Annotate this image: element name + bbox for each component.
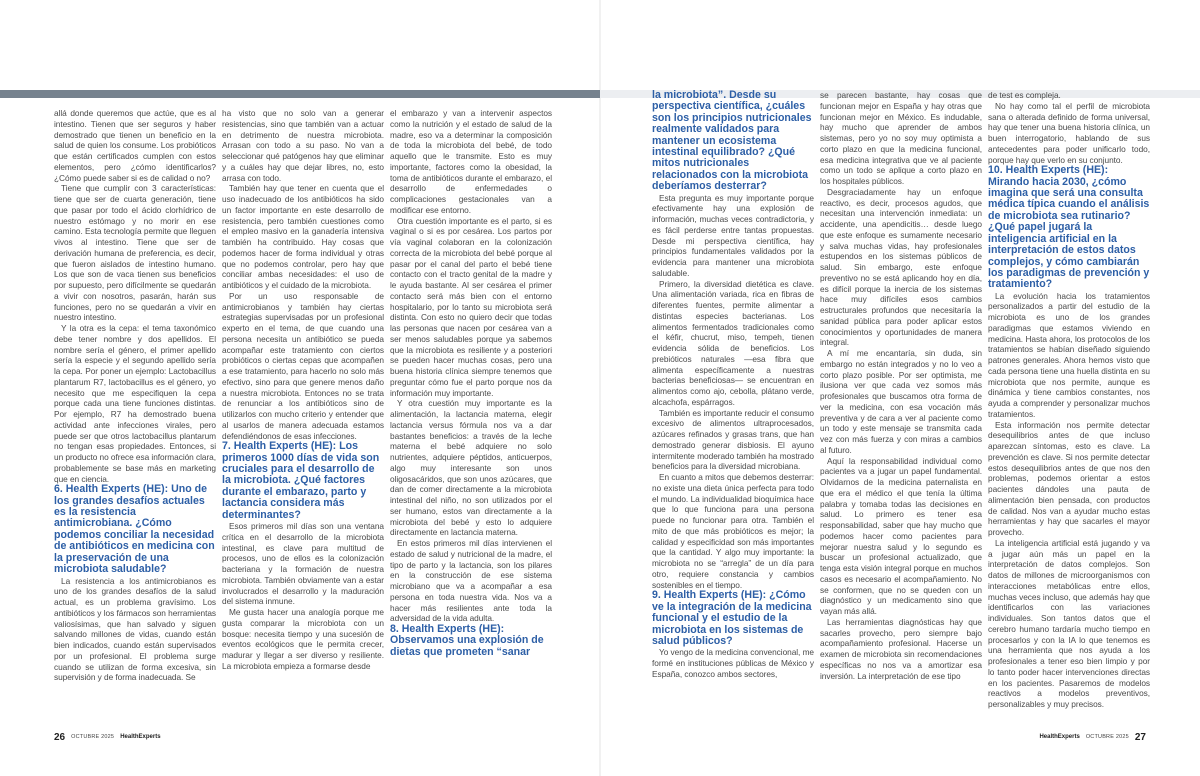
question-heading: 8. Health Experts (HE): Observamos una explosión de dietas que prometen “sanar: [390, 623, 544, 658]
body-paragraph: La evolución hacia los tratamientos personalizados a partir del estudio de la microbiota es uno de los grandes paradigmas que estamos viviendo en medicina. Hasta ahora, los protocolos de los tratamientos se habían diseñado siguiendo patrones generales. Ahora hemos visto que cada persona tiene una huella distinta en su microbiota que nos permite, aunque es dinámica y tiene cambios constantes, nos ayuda a comprender y personalizar muchos tratamientos.: [988, 290, 1150, 419]
body-paragraph: Otra cuestión importante es el parto, si es vaginal o si es por cesárea. Los partos por vía vaginal colaboran en la colonización correcta de la microbiota del bebé porque al pasar por el canal del parto el bebé tiene contacto con el tracto genital de la madre y le ayuda bastante. Al ser cesárea el primer contacto será más bien con el entorno hospitalario, por lo tanto su microbiota será distinta. Con esto no quiero decir que todas las personas que nacen por cesárea van a ser menos saludables porque ya sabemos que la microbiota es resiliente y a posteriori se pueden hacer muchas cosas, pero una buena historia clínica siempre tenemos que preguntar cómo fue el parto porque nos da información muy importante.: [390, 215, 552, 398]
right-page-folio: [1039, 730, 1146, 744]
body-paragraph: Y la otra es la cepa: el tema taxonómico debe tener nombre y dos apellidos. El nombre sería el género, el primer apellido sería la especie y el segundo apellido sería la cepa. Por poner un ejemplo: Lactobacillus plantarum R7, lactobacillus es el género, yo necesito que me especifiquen la cepa porque cada una tiene funciones distintas. Por ejemplo, R7 ha demostrado buena actividad ante infecciones virales, pero puede ser que otros lactobacillus plantarum no tengan esas propiedades. Entonces, si un producto no ofrece esa información clara, probablemente se base más en marketing que en ciencia.: [54, 323, 216, 484]
body-paragraph: de test es compleja.: [988, 90, 1061, 100]
issue-date: OCTUBRE 2025: [1085, 734, 1129, 740]
question-heading: 6. Health Experts (HE): Uno de los grandes desafíos actuales es la resistencia antimicrobiana. ¿Cómo podemos conciliar la necesidad de antibióticos en medicina con la preservación de una microbiota saludable?: [54, 483, 215, 576]
body-paragraph: Primero, la diversidad dietética es clave. Una alimentación variada, rica en fibras de diferentes fuentes, permite alimentar a distintas especies bacterianas. Los alimentos fermentados tradicionales como el kéfir, chucrut, miso, tempeh, tienen evidencia sólida de beneficios. Los prebióticos naturales —esa fibra que alimenta específicamente a nuestras bacterias beneficiosas— se encuentran en alimentos como ajo, cebolla, plátano verde, alcachofa, espárragos.: [652, 278, 814, 407]
left-page-column-3: [390, 108, 552, 658]
question-heading: 7. Health Experts (HE): Los primeros 1000 días de vida son cruciales para el desarrollo de la microbiota. ¿Qué factores durante el embarazo, parto y lactancia considera más determinantes?: [222, 440, 380, 521]
right-page-column-2: [820, 90, 982, 681]
magazine-brand: HealthExperts: [120, 734, 161, 740]
left-page-column-1: [54, 108, 216, 683]
body-paragraph: Esos primeros mil días son una ventana crítica en el desarrollo de la microbiota intestinal, es clave para multitud de procesos, uno de ellos es la colonización bacteriana y la formación de nuestra microbiota. También obviamente van a estar involucrados el desarrollo y la maduración del sistema inmune.: [222, 521, 384, 607]
body-paragraph: Desgraciadamente hay un enfoque reactivo, es decir, procesos agudos, que necesitan una intervención inmediata: un accidente, una apendicitis… desde luego que este enfoque es sumamente necesario y salva muchas vidas, hay profesionales estupendos en los sistemas públicos de salud. Sin embargo, este enfoque preventivo no se está aplicando hoy en día, es difícil porque la inercia de los sistemas hace muy difíciles esos cambios estructurales profundos que necesitaría la sanidad pública para poder aplicar estos conocimientos y oportunidades de manera integral.: [820, 186, 982, 348]
question-heading: 9. Health Experts (HE): ¿Cómo ve la integración de la medicina funcional y el estudio de la microbiota en los sistemas de salud públicos?: [652, 589, 812, 648]
left-page-folio: [54, 730, 161, 744]
body-paragraph: Esta pregunta es muy importante porque efectivamente hay una explosión de información, muchas veces contradictoria, y es fácil perderse entre tantas propuestas. Desde mi perspectiva científica, hay principios fundamentales validados por la evidencia para mantener una microbiota saludable.: [652, 192, 814, 278]
body-paragraph: También hay que tener en cuenta que el uso inadecuado de los antibióticos ha sido un factor importante en este desarrollo de resistencia, pero también cuestiones como el empleo masivo en la ganadería intensiva también ha contribuido. Hay cosas que podemos hacer de forma individual y otras que no podemos controlar, pero hay que conciliar ambas necesidades: el uso de antibióticos y el cuidado de la microbiota.: [222, 183, 384, 290]
body-paragraph: allá donde queremos que actúe, que es al intestino. Tienen que ser seguros y haber demostrado que tienen un beneficio en la salud de quien los consume. Los probióticos que están certificados cumplen con estos elementos, pero ¿cómo identificarlos? ¿Cómo puede saber si es de calidad o no?: [54, 108, 216, 183]
issue-date: OCTUBRE 2025: [71, 734, 115, 740]
body-paragraph: Las herramientas diagnósticas hay que sacarles provecho, pero siempre bajo acompañamiento profesional. Hacerse un examen de microbiota sin recomendaciones específicas no nos va a amortizar esa inversión. La interpretación de ese tipo: [820, 616, 982, 681]
header-bar-left: [0, 90, 600, 98]
body-paragraph: Me gusta hacer una analogía porque me gusta comparar la microbiota con un bosque: necesita tiempo y una sucesión de eventos ecológicos que le permita crecer, madurar y llegar a ser diverso y resiliente. La microbiota empieza a formarse desde: [222, 607, 384, 671]
body-paragraph: En cuanto a mitos que debemos desterrar: no existe una dieta única perfecta para todo el mundo. La individualidad bioquímica hace que lo que funciona para una persona puede no funcionar para otra. También el mito de que más probióticos es mejor; la calidad y especificidad son más importantes que la cantidad. Y algo muy importante: la microbiota no se “arregla” de un día para otro, requiere constancia y cambios sostenibles en el tiempo.: [652, 472, 814, 590]
page-number: 26: [54, 731, 66, 743]
right-page-column-1: [652, 90, 814, 680]
right-page-column-3: [988, 90, 1150, 710]
body-paragraph: A mí me encantaría, sin duda, sin embargo no están integrados y no lo veo a corto plazo posible. Por ser optimista, me ilusiona ver que cada vez somos más profesionales que buscamos otra forma de ver la medicina, con esa vocación más preventiva y de cara a ver al paciente como un todo y este mensaje se transmita cada vez con más fuerza y con miras a cambios al futuro.: [820, 348, 982, 455]
left-page-column-2: [222, 108, 384, 672]
body-paragraph: Esta información nos permite detectar desequilibrios antes de que incluso aparezcan síntomas, esto es clave. La prevención es clave. Si nos permite detectar estos desequilibrios antes de que nos den problemas, podemos orientar a estos pacientes dándoles una pauta de alimentación bien pensada, con productos de calidad. Nos van a ayudar mucho estas herramientas y hay que sacarles el mayor provecho.: [988, 419, 1150, 538]
body-paragraph: Por un uso responsable de antimicrobianos y también hay ciertas estrategias supervisadas por un profesional experto en el tema, de que cuando una persona necesita un antibiótico se pueda acompañar este tratamiento con ciertos probióticos o ciertas cepas que acompañen a ese tratamiento, para hacerlo no solo más efectivo, sino para que genere menos daño a nuestra microbiota. Entonces no se trata de renunciar a los antibióticos sino de utilizarlos con mucho criterio y entender que al usarlos de manera adecuada estamos defendiéndonos de esas infecciones.: [222, 290, 384, 441]
magazine-brand: HealthExperts: [1039, 734, 1080, 740]
body-paragraph: En estos primeros mil días intervienen el estado de salud y nutricional de la madre, el tipo de parto y la lactancia, son los pilares en la construcción de ese sistema microbiano que va a acompañar a esa persona en toda nuestra vida. Nos va a hacer más resilientes ante toda la adversidad de la vida adulta.: [390, 538, 552, 624]
body-paragraph: Tiene que cumplir con 3 características: tiene que ser de cuarta generación, tiene que pasar por todo el ácido clorhídrico de nuestro estómago y no morir en ese camino. Esta tecnología permite que lleguen vivos al intestino. Tiene que ser de derivación humana de preferencia, es decir, que fueron aislados de intestino humano. Los que son de vaca tienen sus beneficios por supuesto, pero difícilmente se quedarán a vivir con nosotros, pasarán, harán sus funciones, pero no se quedarán a vivir en nuestro intestino.: [54, 183, 216, 323]
body-paragraph: se parecen bastante, hay cosas que funcionan mejor en España y hay otras que funcionan mejor en México. Es indudable, hay mucho que aprender de ambos sistemas, pero yo no soy muy optimista a corto plazo en que la medicina funcional, esa medicina integrativa que ve al paciente como un todo se aplique a corto plazo en los hospitales públicos.: [820, 90, 982, 186]
body-paragraph: También es importante reducir el consumo excesivo de alimentos ultraprocesados, azúcares refinados y grasas trans, que han demostrado generar disbiosis. El ayuno intermitente moderado también ha mostrado beneficios para la diversidad microbiana.: [652, 407, 814, 472]
body-paragraph: Y otra cuestión muy importante es la alimentación, la lactancia materna, elegir lactancia versus fórmula nos va a dar bastantes beneficios: a través de la leche materna el bebé adquiere no solo nutrientes, adquiere péptidos, anticuerpos, algo muy interesante son unos oligosacáridos, que son unos azúcares, que dan de comer directamente a la microbiota intestinal del niño, no son utilizados por el ser humano, estos van directamente a la microbiota del bebé y esto lo adquiere directamente en lactancia materna.: [390, 398, 552, 538]
body-paragraph: No hay como tal el perfil de microbiota sana o alterada definido de forma universal, hay que tener una buena historia clínica, un buen interrogatorio, hablando de sus antecedentes para poder unificarlo todo, porque hay que verlo en su conjunto.: [988, 100, 1150, 165]
page-gutter: [599, 0, 601, 776]
question-heading: 10. Health Experts (HE): Mirando hacia 2030, ¿cómo imagina que será una consulta médica típica cuando el análisis de microbiota sea rutinario? ¿Qué papel jugará la inteligencia artificial en la interpretación de estos datos complejos, y cómo cambiarán los paradigmas de prevención y tratamiento?: [988, 164, 1150, 291]
body-paragraph: Aquí la responsabilidad individual como pacientes va a jugar un papel fundamental. Olvidarnos de la medicina paternalista en que era el médico el que tenía la última palabra y tomaba todas las decisiones en salud. Lo primero es tener esa responsabilidad, saber que hay mucho que podemos hacer como pacientes para mejorar nuestra salud y lo segundo es buscar un profesional actualizado, que tenga esta visión integral porque en muchos casos es necesario el acompañamiento. No se conformen, que no se queden con un diagnóstico y un medicamento sino que vayan más allá.: [820, 455, 982, 616]
question-heading: la microbiota”. Desde su perspectiva científica, ¿cuáles son los principios nutricionales realmente validados para mantener un ecosistema intestinal equilibrado? ¿Qué mitos nutricionales relacionados con la microbiota deberíamos desterrar?: [652, 89, 812, 193]
body-paragraph: La inteligencia artificial está jugando y va a jugar aún más un papel en la interpretación de datos complejos. Son datos de millones de microorganismos con interacciones metabólicas entre ellos, muchas veces incluso, que además hay que identificarlos con las variaciones individuales. Son tantos datos que el cerebro humano tardaría mucho tiempo en procesarlos y con la IA lo que tenemos es una herramienta que nos ayuda a los profesionales a tener eso bien limpio y por lo tanto poder hacer intervenciones directas en los pacientes. Pasaremos de modelos reactivos a modelos preventivos, personalizables y muy precisos.: [988, 537, 1150, 710]
body-paragraph: Yo vengo de la medicina convencional, me formé en instituciones públicas de México y España, conozco ambos sectores,: [652, 647, 814, 679]
body-paragraph: La resistencia a los antimicrobianos es uno de los grandes desafíos de la salud actual, es un problema gravísimo. Los antibióticos y los fármacos son herramientas valiosísimas, que han salvado y siguen salvando millones de vidas, cuando están bien indicados, cuando están supervisados por un profesional. El problema surge cuando se utilizan de forma excesiva, sin supervisión y de forma inadecuada. Se: [54, 575, 216, 683]
body-paragraph: ha visto que no solo van a generar resistencias, sino que también van a actuar en detrimento de nuestra microbiota. Arrasan con todo a su paso. No van a seleccionar qué patógenos hay que eliminar y a cuáles hay que dejar libres, no, esto arrasa con todo.: [222, 108, 384, 183]
body-paragraph: el embarazo y van a intervenir aspectos como la nutrición y el estado de salud de la madre, eso va a determinar la composición de toda la microbiota del bebé, de todo aquello que le transmite. Esto es muy importante, factores como la obesidad, la toma de antibióticos durante el embarazo, el desarrollo de enfermedades o complicaciones gestacionales van a modificar ese entorno.: [390, 108, 552, 215]
page-number: 27: [1134, 731, 1146, 743]
